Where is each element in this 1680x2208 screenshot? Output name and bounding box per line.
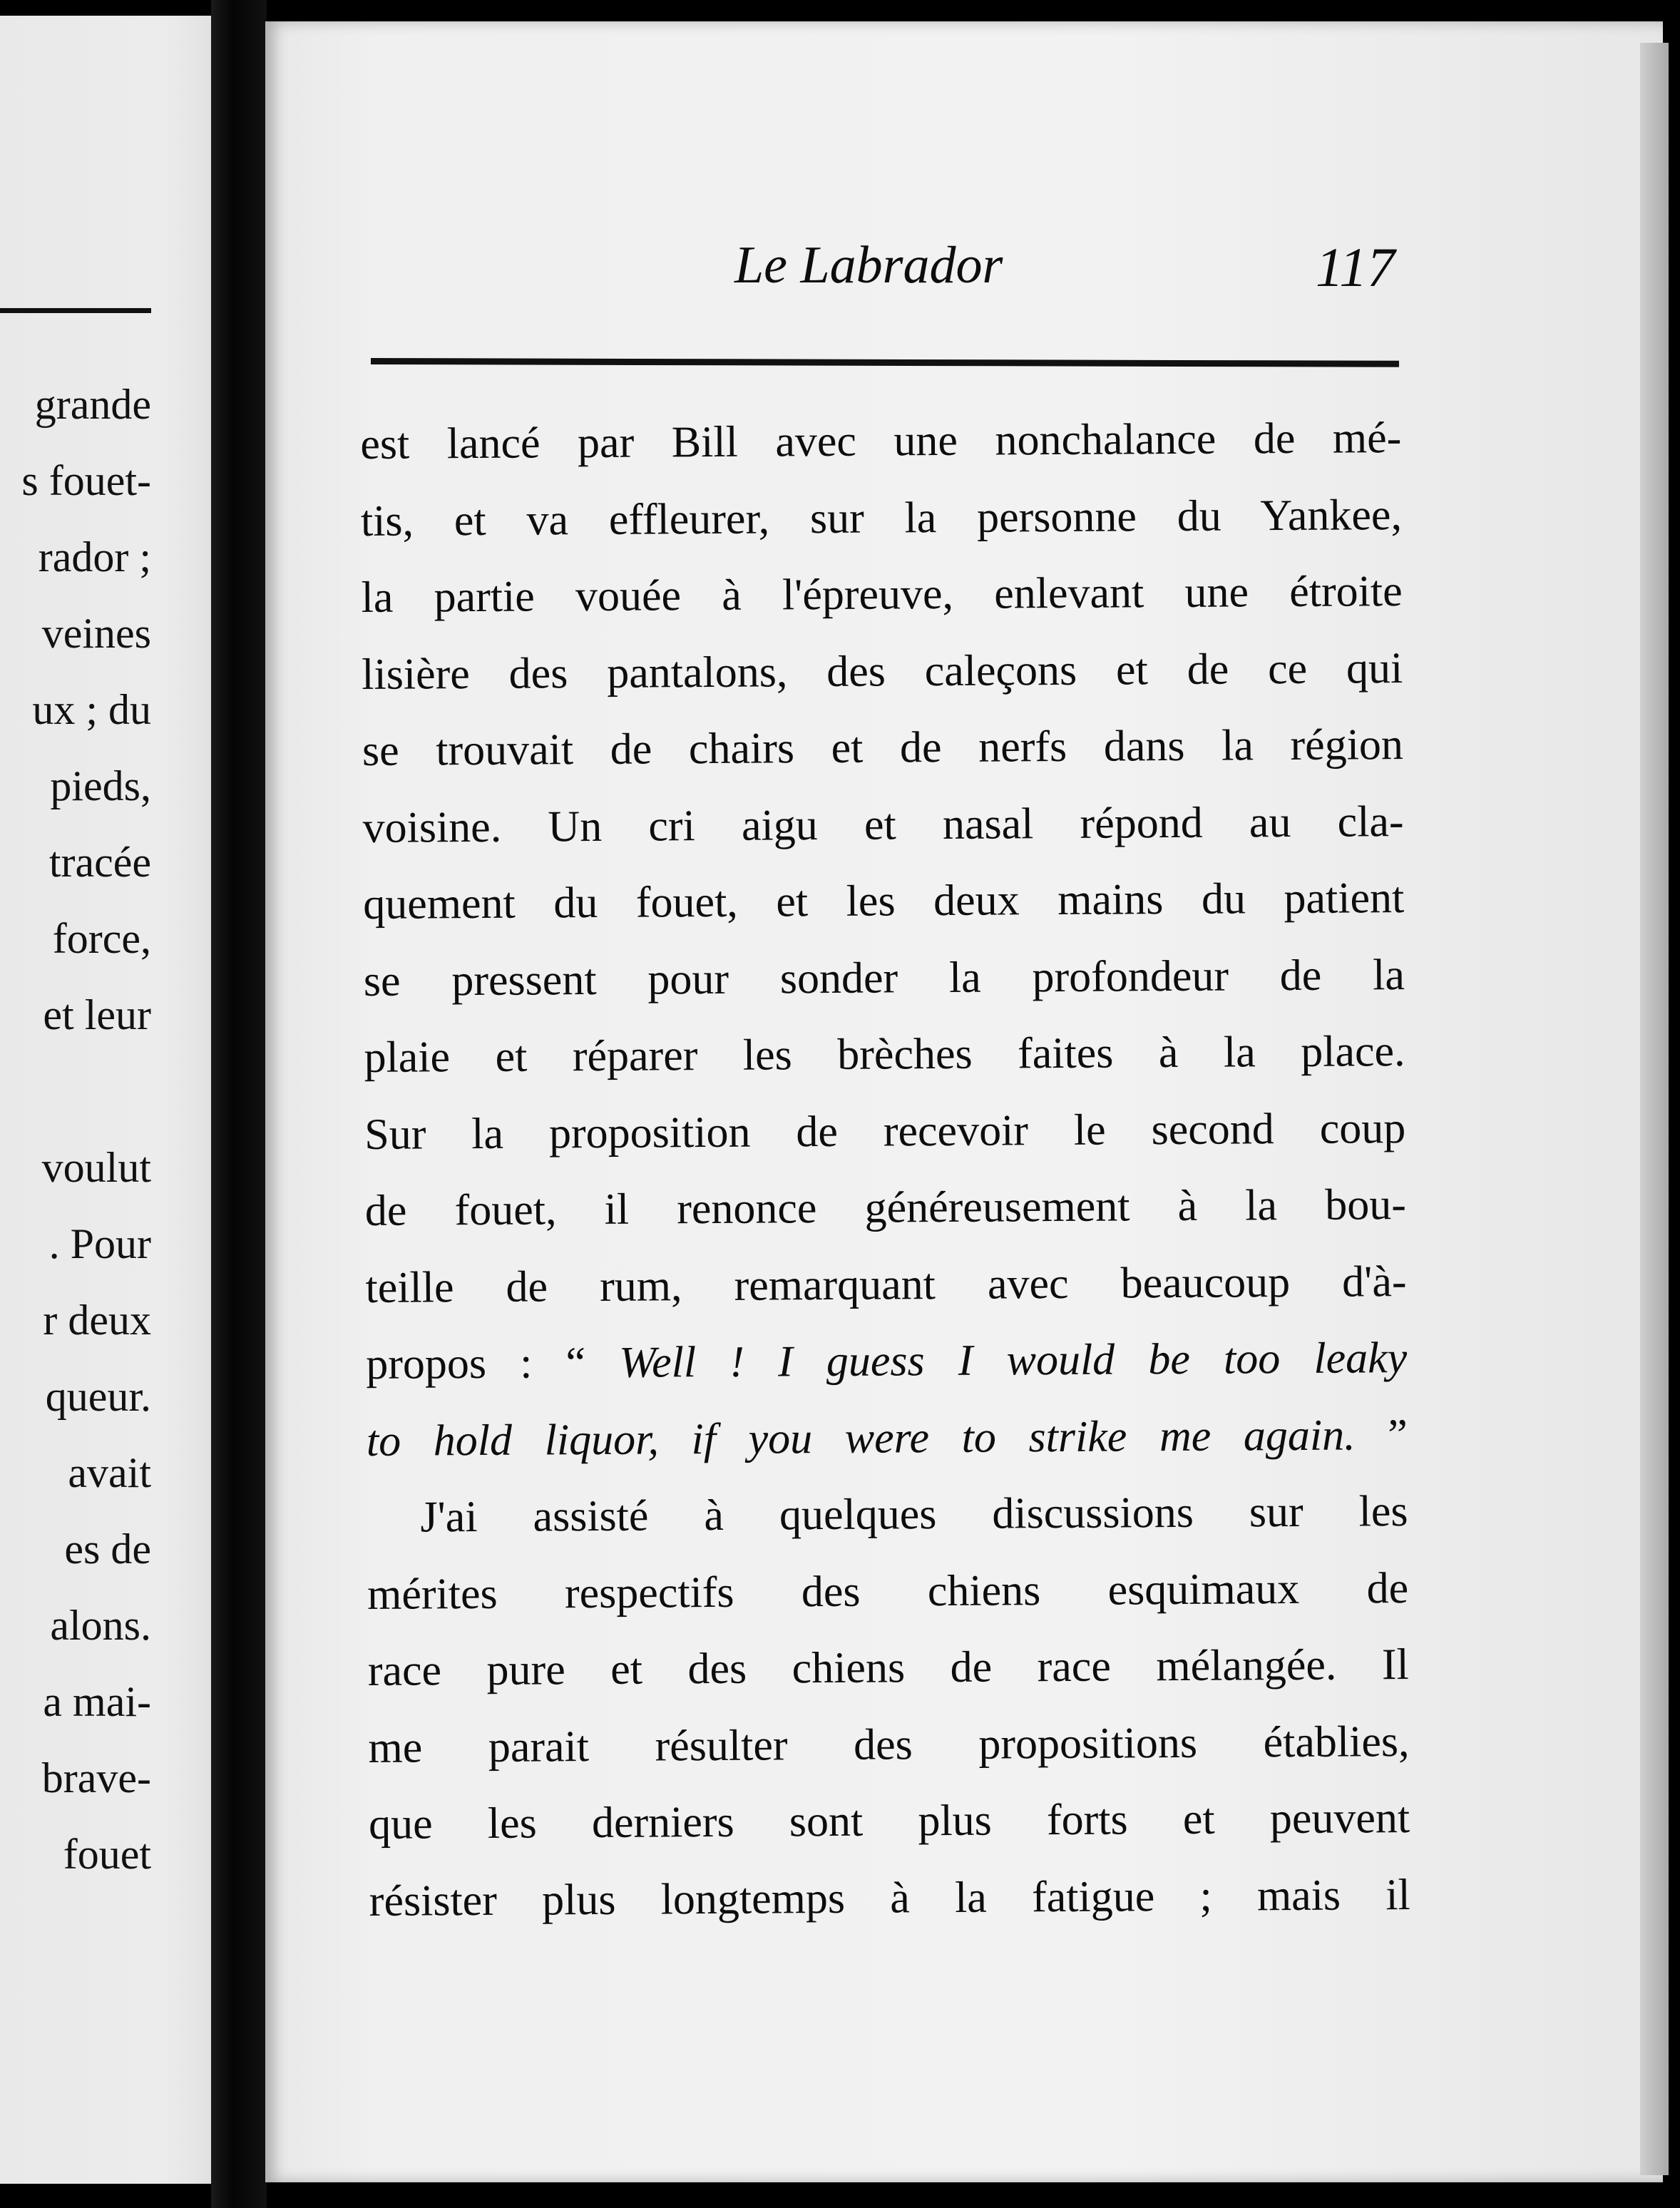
left-page-rule <box>0 308 151 313</box>
text-line: se trouvait de chairs et de nerfs dans la région <box>362 720 1404 775</box>
text-line: race pure et des chiens de race mélangée. Il <box>367 1640 1410 1695</box>
text-line: résister plus longtemps à la fatigue ; mais il <box>369 1870 1410 1926</box>
text-line: tis, et va effleurer, sur la personne du Yankee, <box>360 490 1403 546</box>
text-line-quote-start <box>366 1320 1408 1403</box>
left-line: avait <box>68 1449 151 1496</box>
text-line: est lancé par Bill avec une nonchalance de mé- <box>360 414 1402 469</box>
text-line: teille de rum, remarquant avec beaucoup d'à- <box>365 1257 1407 1312</box>
text-line: J'ai assisté à quelques discussions sur les <box>420 1487 1408 1542</box>
text-line: se pressent pour sonder la profondeur de la <box>363 950 1405 1006</box>
left-line: pieds, <box>50 762 151 809</box>
text-line: plaie et réparer les brèches faites à la place. <box>364 1027 1405 1082</box>
english-quote-part-1: Well ! I guess I would be too leaky <box>618 1334 1408 1387</box>
left-line: force, <box>52 915 151 962</box>
left-line: r deux <box>43 1297 151 1344</box>
text-line: mérites respectifs des chiens esquimaux de <box>367 1563 1409 1619</box>
left-line: queur. <box>45 1373 151 1420</box>
text-line-lead: propos : “ <box>365 1338 620 1389</box>
body-text <box>360 400 1410 1940</box>
left-line: a mai- <box>43 1678 151 1725</box>
text-line: la partie vouée à l'épreuve, enlevant une étroite <box>361 567 1403 622</box>
left-line: alons. <box>50 1602 151 1649</box>
english-quote-part-2: to hold liquor, if you were to strike me again. <box>366 1411 1356 1466</box>
left-page-text <box>0 367 151 1893</box>
left-line: et leur <box>43 991 151 1038</box>
left-line: es de <box>64 1525 151 1573</box>
left-line: grande <box>34 381 151 428</box>
left-line: tracée <box>48 839 151 886</box>
left-line: veines <box>41 610 151 657</box>
text-line: lisière des pantalons, des caleçons et de ce qui <box>362 643 1403 699</box>
left-line: voulut <box>41 1144 151 1191</box>
book-spine-gutter <box>211 0 267 2208</box>
text-line: me parait résulter des propositions établies, <box>368 1717 1410 1772</box>
left-line: ux ; du <box>32 686 151 733</box>
text-line: que les derniers sont plus forts et peuvent <box>368 1794 1410 1849</box>
left-line: s fouet- <box>21 457 151 504</box>
running-head: Le Labrador <box>734 236 1003 295</box>
quote-close: ” <box>1355 1410 1408 1460</box>
left-line: . Pour <box>48 1220 151 1267</box>
page-edge <box>1640 43 1669 2175</box>
page-number: 117 <box>1316 236 1395 298</box>
text-line: voisine. Un cri aigu et nasal répond au cla- <box>362 797 1404 852</box>
text-line-quote-end <box>367 1397 1408 1480</box>
left-line: fouet <box>63 1831 151 1878</box>
left-facing-page <box>0 16 235 2184</box>
text-line: Sur la proposition de recevoir le second coup <box>364 1103 1406 1159</box>
left-line: brave- <box>41 1754 151 1801</box>
left-line: rador ; <box>38 533 151 581</box>
text-line: quement du fouet, et les deux mains du patient <box>363 874 1405 929</box>
text-line: de fouet, il renonce généreusement à la bou- <box>364 1180 1407 1235</box>
left-line <box>0 1053 151 1130</box>
